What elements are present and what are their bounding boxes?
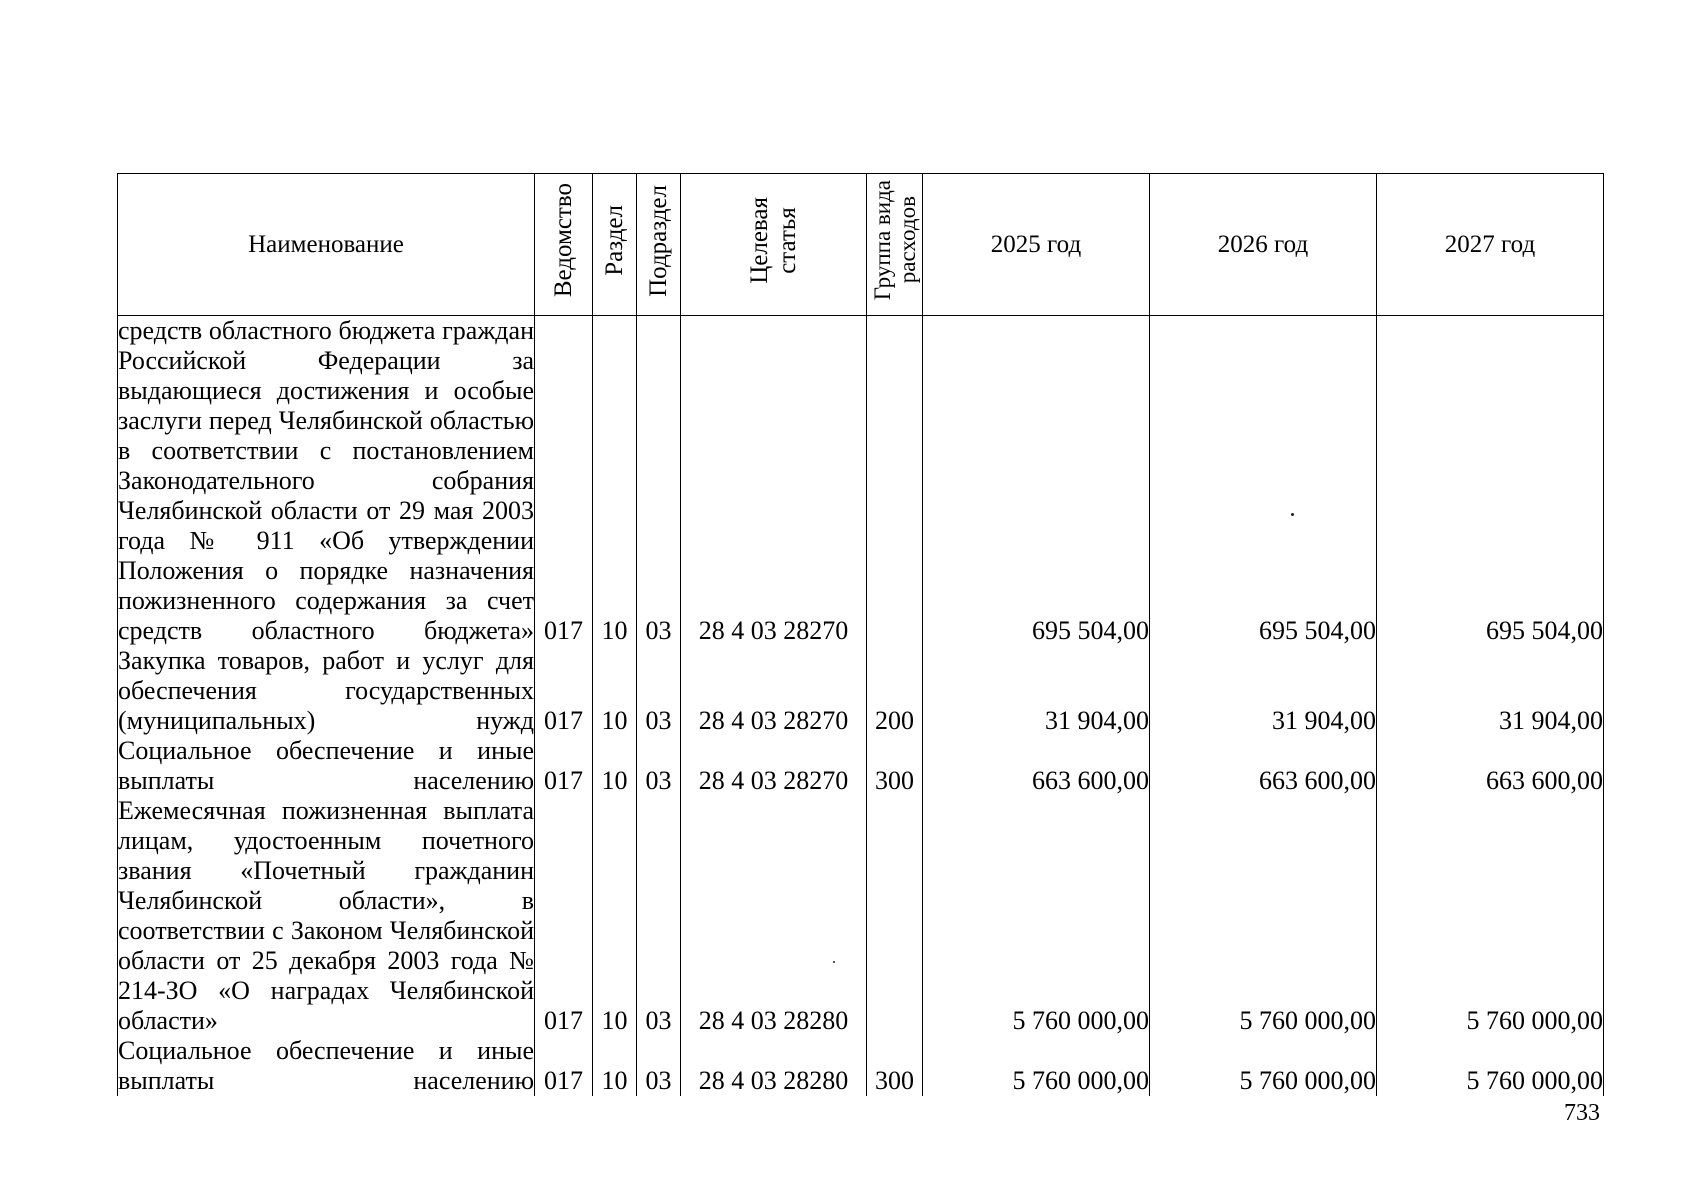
row-razdel: 10 xyxy=(593,1036,637,1096)
row-gruppa: 200 xyxy=(867,646,923,736)
table-row xyxy=(118,646,1604,736)
row-2025: 5 760 000,00 xyxy=(923,1036,1150,1096)
row-razdel: 10 xyxy=(593,736,637,796)
row-celevaya: 28 4 03 28280 xyxy=(681,1036,867,1096)
row-vedomstvo: 017 xyxy=(535,646,593,736)
scan-speck xyxy=(833,961,835,963)
row-razdel: 10 xyxy=(593,316,637,647)
row-gruppa: 300 xyxy=(867,736,923,796)
row-celevaya: 28 4 03 28280 xyxy=(681,796,867,1036)
header-celevaya-statya: Целевая статья xyxy=(681,174,867,316)
row-podrazdel: 03 xyxy=(637,796,681,1036)
row-celevaya: 28 4 03 28270 xyxy=(681,646,867,736)
header-vedomstvo: Ведомство xyxy=(535,174,593,316)
row-podrazdel: 03 xyxy=(637,646,681,736)
row-gruppa xyxy=(867,796,923,1036)
row-2025: 5 760 000,00 xyxy=(923,796,1150,1036)
header-2027: 2027 год xyxy=(1377,174,1604,316)
header-podrazdel: Подраздел xyxy=(637,174,681,316)
budget-table xyxy=(117,173,1604,1096)
row-name: Социальное обеспечение и иные выплаты населению xyxy=(118,1036,534,1095)
row-2027: 663 600,00 xyxy=(1377,736,1604,796)
row-podrazdel: 03 xyxy=(637,736,681,796)
table-row xyxy=(118,796,1604,1036)
header-2025: 2025 год xyxy=(923,174,1150,316)
row-name: средств областного бюджета граждан Российской Федерации за выдающиеся достижения и особые заслуги перед Челябинской областью в соответствии с постановлением Законодательного собрания Челябинской области от 29 мая 2003 года № 911 «Об утверждении Положения о порядке назначения пожизненного содержания за счет средств областного бюджета» xyxy=(118,316,534,645)
table-row xyxy=(118,736,1604,796)
row-podrazdel: 03 xyxy=(637,316,681,647)
row-vedomstvo: 017 xyxy=(535,1036,593,1096)
row-2026: 695 504,00 xyxy=(1150,316,1377,647)
row-name: Закупка товаров, работ и услуг для обеспечения государственных (муниципальных) нужд xyxy=(118,646,534,735)
row-2027: 695 504,00 xyxy=(1377,316,1604,647)
row-2026: 663 600,00 xyxy=(1150,736,1377,796)
row-celevaya: 28 4 03 28270 xyxy=(681,316,867,647)
table-row xyxy=(118,316,1604,647)
row-gruppa xyxy=(867,316,923,647)
row-celevaya: 28 4 03 28270 xyxy=(681,736,867,796)
row-2025: 31 904,00 xyxy=(923,646,1150,736)
row-vedomstvo: 017 xyxy=(535,316,593,647)
row-gruppa: 300 xyxy=(867,1036,923,1096)
row-podrazdel: 03 xyxy=(637,1036,681,1096)
row-2025: 695 504,00 xyxy=(923,316,1150,647)
header-razdel: Раздел xyxy=(593,174,637,316)
row-2027: 31 904,00 xyxy=(1377,646,1604,736)
row-2027: 5 760 000,00 xyxy=(1377,796,1604,1036)
row-2027: 5 760 000,00 xyxy=(1377,1036,1604,1096)
row-name: Социальное обеспечение и иные выплаты населению xyxy=(118,736,534,795)
row-razdel: 10 xyxy=(593,646,637,736)
row-2026: 5 760 000,00 xyxy=(1150,1036,1377,1096)
row-name: Ежемесячная пожизненная выплата лицам, удостоенным почетного звания «Почетный гражданин Челябинской области», в соответствии с Законом Челябинской области от 25 декабря 2003 года № 214-ЗО «О наградах Челябинской области» xyxy=(118,796,534,1035)
header-2026: 2026 год xyxy=(1150,174,1377,316)
row-2026: 5 760 000,00 xyxy=(1150,796,1377,1036)
row-vedomstvo: 017 xyxy=(535,796,593,1036)
scan-speck xyxy=(1291,513,1294,516)
row-2026: 31 904,00 xyxy=(1150,646,1377,736)
page-number: 733 xyxy=(1564,1100,1600,1126)
header-name: Наименование xyxy=(118,174,535,316)
row-razdel: 10 xyxy=(593,796,637,1036)
table-header xyxy=(118,174,1604,316)
row-vedomstvo: 017 xyxy=(535,736,593,796)
row-2025: 663 600,00 xyxy=(923,736,1150,796)
table-row xyxy=(118,1036,1604,1096)
header-gruppa-vida-rashodov: Группа вида расходов xyxy=(867,174,923,316)
